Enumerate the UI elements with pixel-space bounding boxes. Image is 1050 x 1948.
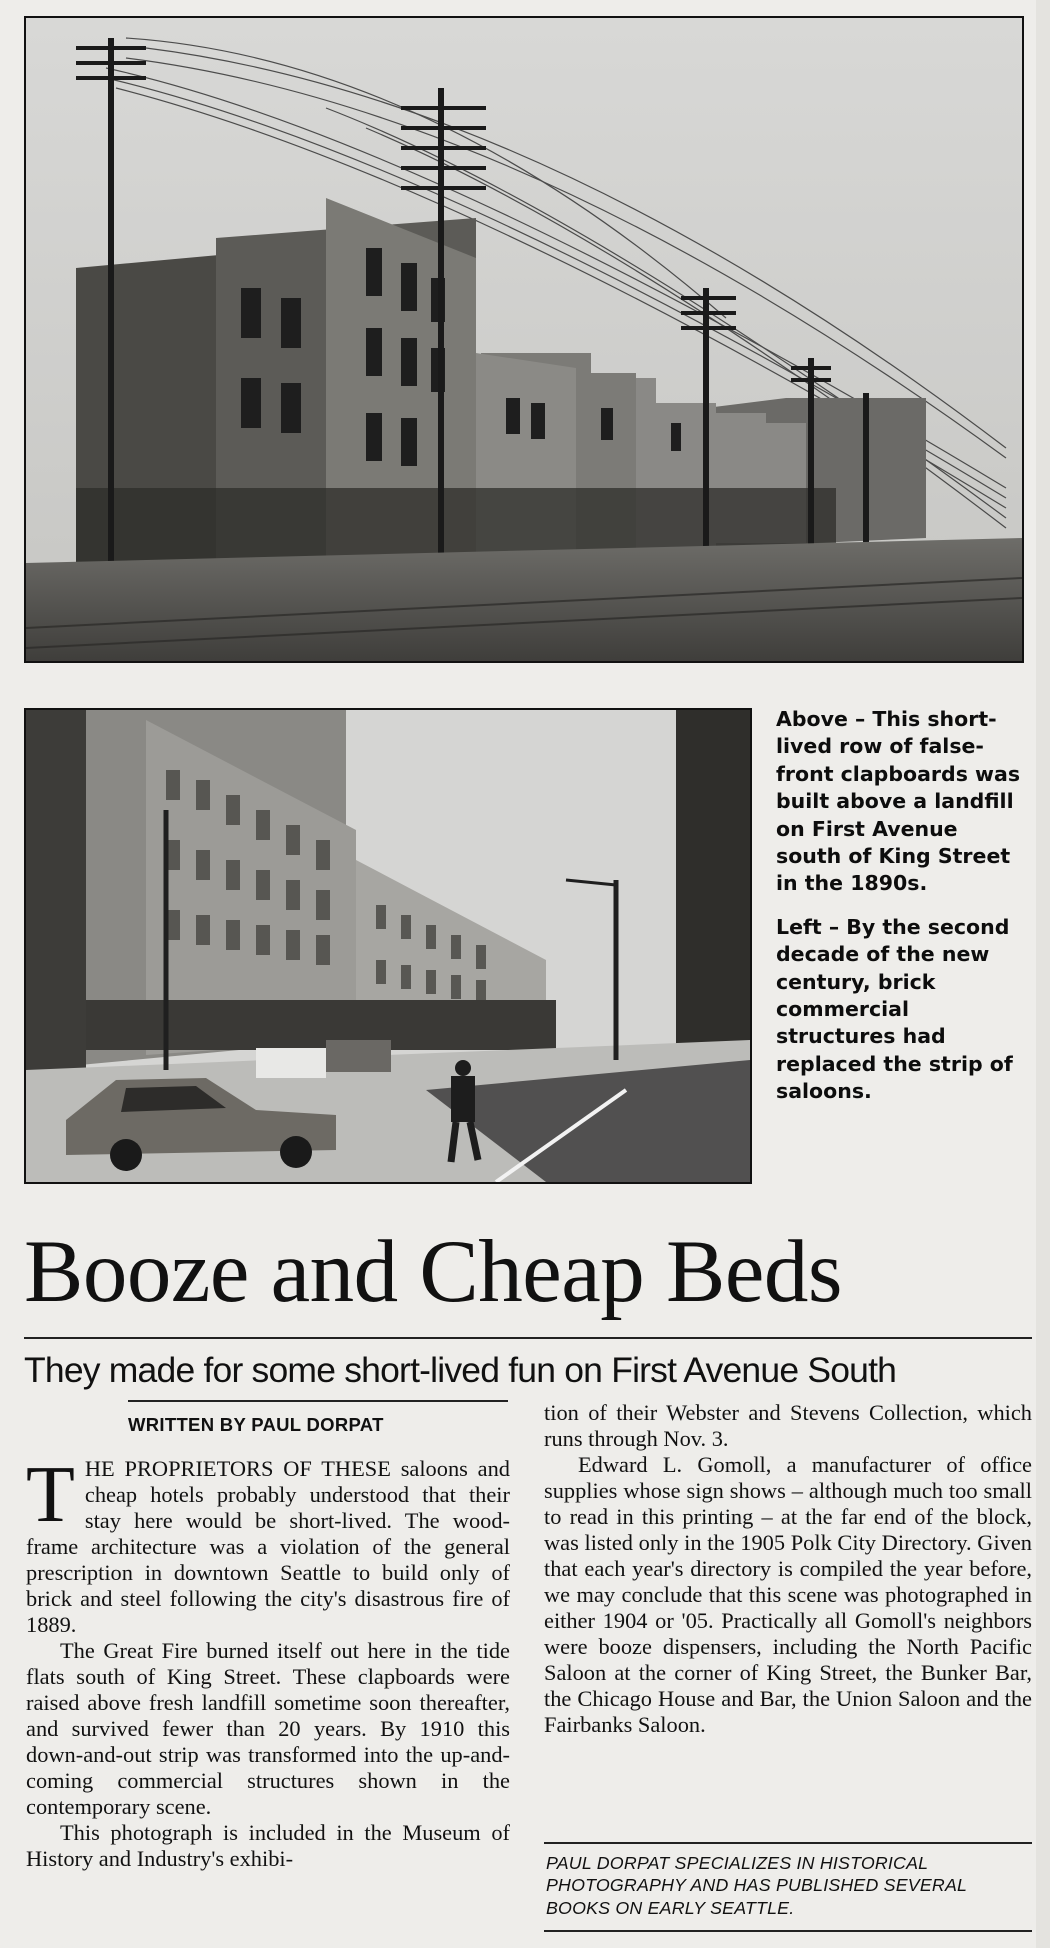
paragraph-1-text: saloons and cheap hotels probably understood that their stay here would be short-lived. The wood-frame architecture was a violation of the general prescription in downtown Seattle to build only of brick and steel following the city's disastrous fire of 1889. — [26, 1456, 510, 1637]
headline: Booze and Cheap Beds — [24, 1223, 842, 1321]
modern-street-illustration — [26, 710, 750, 1182]
photo-caption — [776, 706, 1026, 1122]
page-edge — [1036, 0, 1050, 1948]
paragraph-3-start: This photograph is included in the Museum of History and Industry's exhibi- — [26, 1820, 510, 1871]
historic-street-illustration — [26, 18, 1022, 661]
headline-rule — [24, 1337, 1032, 1339]
paragraph-2: The Great Fire burned itself out here in the tide flats south of King Street. These clapboards were raised above fresh landfill sometime soon thereafter, and survived fewer than 20 years. By 1910 this down-and-out strip was transformed into the up-and-coming commercial structures shown in the contemporary scene. — [26, 1638, 510, 1819]
note-rule-bottom — [544, 1930, 1032, 1932]
paragraph-4: Edward L. Gomoll, a manufacturer of office supplies whose sign shows – although much too small to read in this printing – at the far end of the block, was listed only in the 1905 Polk City Directory. Given that each year's directory is compiled the year before, we may conclude that this scene was photographed in either 1904 or '05. Practically all Gomoll's neighbors were booze dispensers, including the North Pacific Saloon at the corner of King Street, the Bunker Bar, the Chicago House and Bar, the Union Saloon and the Fairbanks Saloon. — [544, 1452, 1032, 1737]
paragraph-3-end: tion of their Webster and Stevens Collection, which runs through Nov. 3. — [544, 1400, 1032, 1451]
article-column-1 — [26, 1451, 510, 1872]
lead-in: HE PROPRIETORS OF THESE — [84, 1456, 391, 1481]
byline: WRITTEN BY PAUL DORPAT — [128, 1414, 384, 1435]
byline-rule — [128, 1400, 508, 1402]
drop-cap: T — [26, 1451, 75, 1539]
modern-street-photo — [24, 708, 752, 1184]
author-note: PAUL DORPAT SPECIALIZES IN HISTORICAL PHOTOGRAPHY AND HAS PUBLISHED SEVERAL BOOKS ON EARLY SEATTLE. — [546, 1853, 967, 1918]
caption-above: Above – This short-lived row of false-front clapboards was built above a landfill on First Avenue south of King Street in the 1890s. — [776, 707, 1021, 896]
deck-subtitle: They made for some short-lived fun on First Avenue South — [24, 1350, 897, 1390]
historic-street-photo — [24, 16, 1024, 663]
note-rule-top — [544, 1842, 1032, 1844]
caption-left: Left – By the second decade of the new century, brick commercial structures had replaced the strip of saloons. — [776, 914, 1013, 1104]
paragraph-1 — [26, 1451, 510, 1638]
article-column-2 — [544, 1400, 1032, 1738]
